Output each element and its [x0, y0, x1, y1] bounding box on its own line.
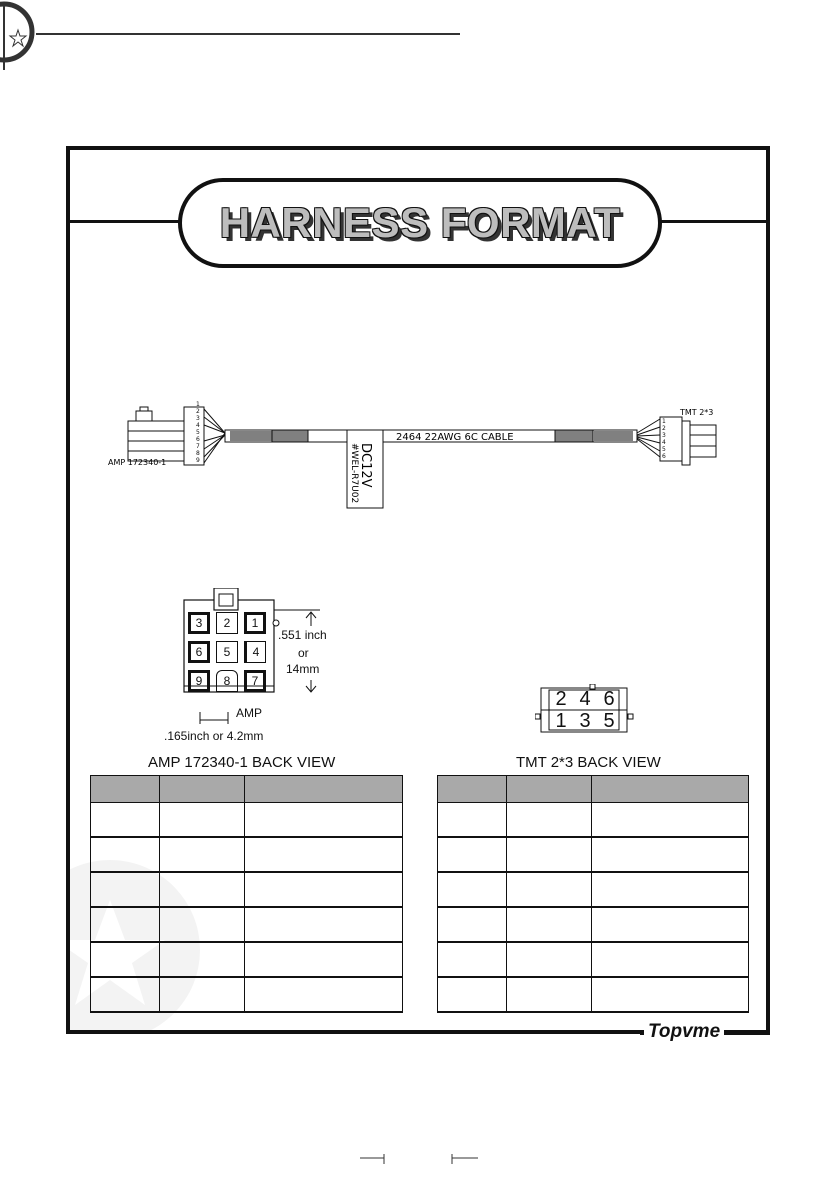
table-cell — [438, 977, 507, 1012]
svg-text:5: 5 — [196, 429, 200, 436]
amp-pin-3: 3 — [188, 612, 210, 634]
amp-pin-4: 4 — [244, 641, 266, 663]
amp-pin-grid — [188, 612, 270, 692]
tmt-pin-table — [437, 775, 749, 1013]
table-cell — [507, 907, 592, 942]
svg-text:7: 7 — [196, 443, 200, 450]
table-cell — [91, 837, 160, 872]
header-rule — [36, 33, 460, 35]
amp-label: AMP — [236, 706, 263, 720]
amp-connector-drawing — [128, 407, 225, 465]
amp-height-or: or — [298, 646, 309, 660]
tag-voltage: DC12V — [358, 443, 373, 488]
table-cell — [91, 942, 160, 977]
svg-text:5: 5 — [662, 446, 666, 453]
table-cell — [160, 907, 245, 942]
right-connector-label: TMT 2*3 — [680, 408, 714, 417]
table-cell — [160, 872, 245, 907]
star-logo-icon — [0, 0, 40, 70]
svg-text:2: 2 — [662, 425, 666, 432]
table-cell — [91, 872, 160, 907]
left-pin-numbers — [196, 401, 200, 464]
svg-text:1: 1 — [662, 418, 666, 425]
tmt-pin-1: 1 — [555, 710, 567, 732]
table-header-row — [438, 776, 749, 803]
svg-text:4: 4 — [662, 439, 666, 446]
table-cell — [507, 803, 592, 838]
table-header-cell — [507, 776, 592, 803]
table-cell — [592, 872, 749, 907]
brand-name: Topvme — [644, 1021, 724, 1043]
table-row — [438, 872, 749, 907]
tmt-back-view — [535, 684, 645, 738]
svg-text:3: 3 — [196, 415, 200, 422]
amp-pin-8: 8 — [216, 670, 238, 692]
tmt-pin-3: 3 — [579, 710, 591, 732]
table-cell — [507, 977, 592, 1012]
cable-label: 2464 22AWG 6C CABLE — [396, 432, 514, 443]
amp-pin-table — [90, 775, 403, 1013]
table-cell — [91, 907, 160, 942]
table-cell — [245, 977, 403, 1012]
table-cell — [507, 837, 592, 872]
svg-text:1: 1 — [196, 401, 200, 408]
table-cell — [160, 977, 245, 1012]
table-cell — [91, 803, 160, 838]
table-row — [438, 942, 749, 977]
tag-part-number: #WEL-R7U02 — [349, 443, 359, 504]
title-banner — [178, 178, 662, 268]
amp-pin-1: 1 — [244, 612, 266, 634]
table-cell — [592, 977, 749, 1012]
amp-height-mm: 14mm — [286, 662, 320, 676]
table-row — [91, 837, 403, 872]
amp-pin-6: 6 — [188, 641, 210, 663]
table-cell — [592, 803, 749, 838]
tmt-pin-2: 2 — [555, 688, 567, 710]
left-connector-label: AMP 172340-1 — [108, 458, 167, 467]
svg-text:6: 6 — [196, 436, 200, 443]
table-header-cell — [160, 776, 245, 803]
svg-text:2: 2 — [196, 408, 200, 415]
table-cell — [438, 942, 507, 977]
table-row — [438, 907, 749, 942]
table-row — [91, 803, 403, 838]
table-row — [91, 977, 403, 1012]
table-header-cell — [592, 776, 749, 803]
table-cell — [91, 977, 160, 1012]
svg-text:8: 8 — [196, 450, 200, 457]
amp-pitch-dimension — [196, 712, 236, 726]
table-cell — [592, 942, 749, 977]
svg-text:6: 6 — [662, 453, 666, 460]
table-cell — [245, 837, 403, 872]
table-row — [438, 837, 749, 872]
table-cell — [592, 907, 749, 942]
table-cell — [507, 872, 592, 907]
tmt-view-caption: TMT 2*3 BACK VIEW — [516, 754, 661, 771]
tmt-pin-6: 6 — [603, 688, 615, 710]
tmt-pin-4: 4 — [579, 688, 591, 710]
svg-text:4: 4 — [196, 422, 200, 429]
table-row — [438, 977, 749, 1012]
table-cell — [245, 872, 403, 907]
table-cell — [438, 907, 507, 942]
right-pin-numbers — [662, 418, 666, 460]
table-row — [91, 907, 403, 942]
table-header-cell — [91, 776, 160, 803]
table-cell — [592, 837, 749, 872]
table-cell — [438, 872, 507, 907]
amp-pin-2: 2 — [216, 612, 238, 634]
table-cell — [245, 803, 403, 838]
table-row — [91, 872, 403, 907]
table-cell — [245, 907, 403, 942]
table-cell — [160, 837, 245, 872]
table-header-row — [91, 776, 403, 803]
table-cell — [438, 803, 507, 838]
table-cell — [160, 803, 245, 838]
table-cell — [245, 942, 403, 977]
svg-text:3: 3 — [662, 432, 666, 439]
svg-text:9: 9 — [196, 457, 200, 464]
amp-pitch-label: .165inch or 4.2mm — [164, 729, 264, 743]
amp-pin-7: 7 — [244, 670, 266, 692]
tmt-connector-drawing — [637, 417, 716, 465]
table-cell — [160, 942, 245, 977]
table-cell — [507, 942, 592, 977]
table-row — [438, 803, 749, 838]
table-row — [91, 942, 403, 977]
amp-pin-9: 9 — [188, 670, 210, 692]
table-cell — [438, 837, 507, 872]
amp-view-caption: AMP 172340-1 BACK VIEW — [148, 754, 336, 771]
table-header-cell — [438, 776, 507, 803]
table-header-cell — [245, 776, 403, 803]
footer-page-marks — [360, 1154, 480, 1166]
tmt-pin-5: 5 — [603, 710, 615, 732]
amp-pin-5: 5 — [216, 641, 238, 663]
page-title: HARNESS FORMAT — [219, 199, 621, 246]
cable-diagram — [100, 395, 740, 515]
amp-height-dim: .551 inch — [278, 628, 327, 642]
